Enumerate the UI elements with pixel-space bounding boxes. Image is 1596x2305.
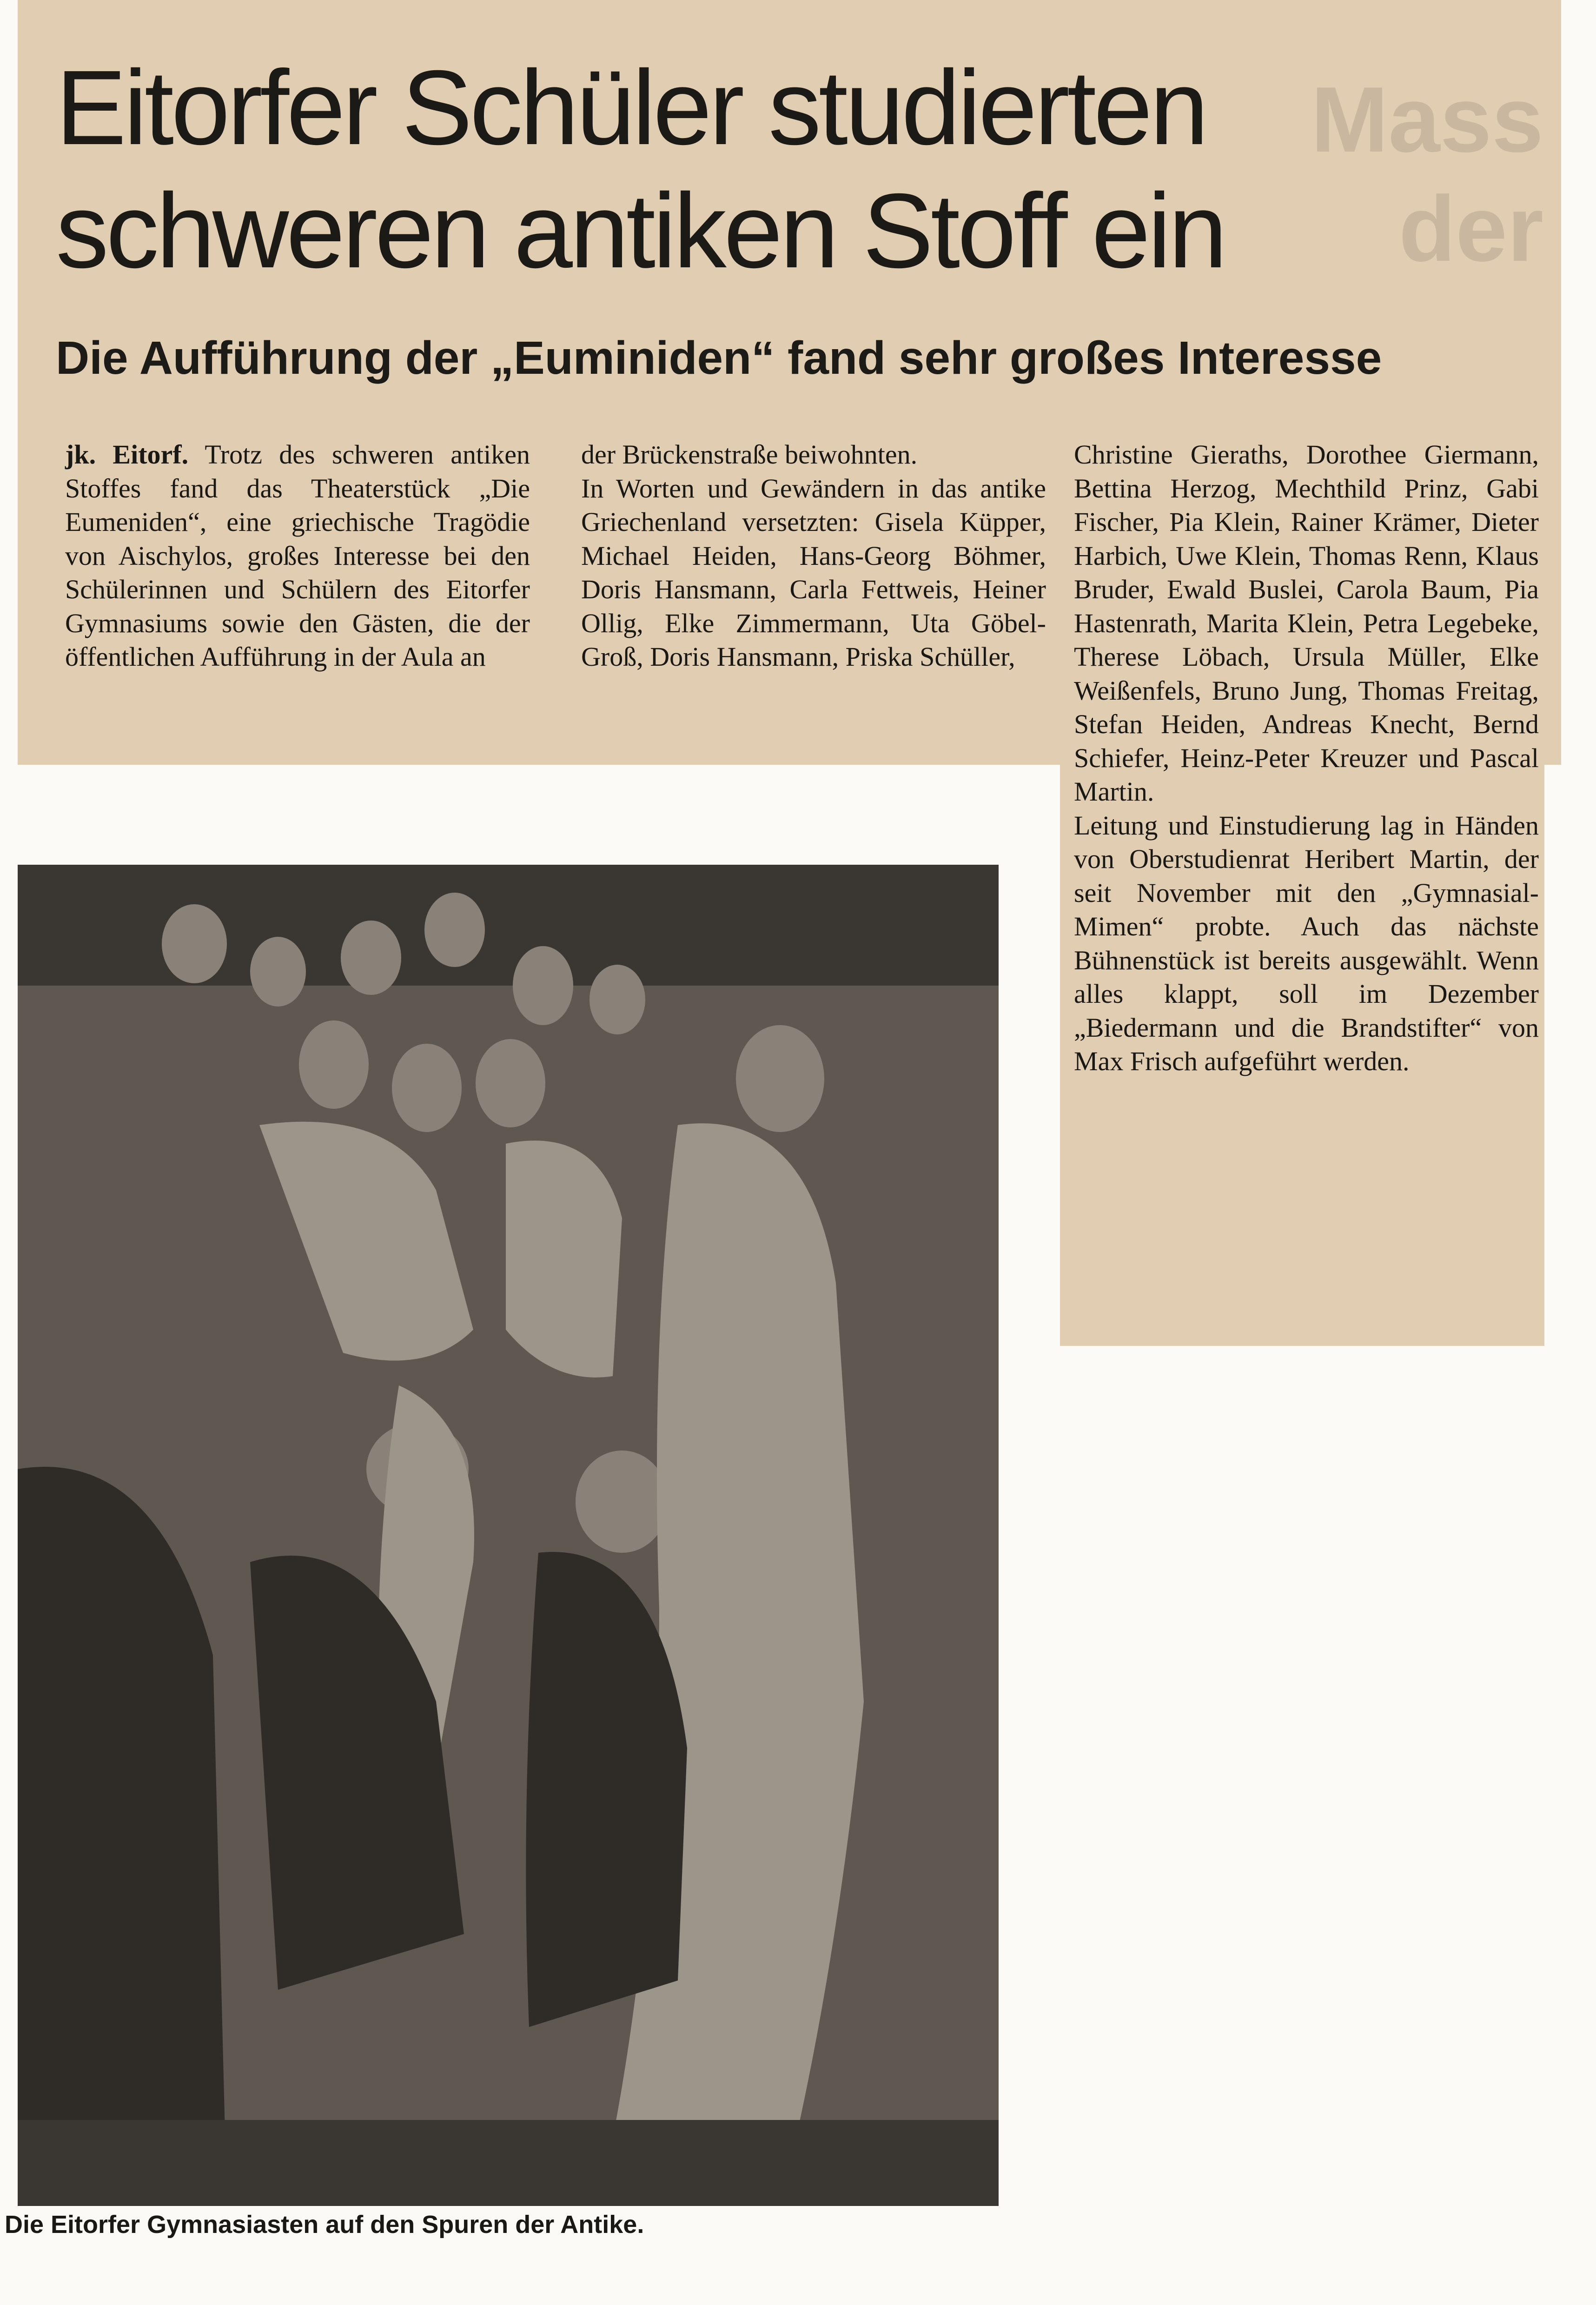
byline: jk. Eitorf.: [65, 439, 189, 470]
bleed-line-2: der: [1398, 177, 1543, 281]
theatre-photo: [18, 865, 999, 2206]
photo-caption: Die Eitorfer Gymnasiasten auf den Spuren der Antike.: [5, 2211, 644, 2239]
subheadline: Die Aufführung der „Euminiden“ fand sehr großes Interesse: [56, 332, 1382, 384]
article-column-3: Christine Gieraths, Dorothee Giermann, Bettina Herzog, Mechthild Prinz, Gabi Fischer, Pia Klein, Rainer Krämer, Dieter Harbich, Uwe Klein, Thomas Renn, Klaus Bruder, Ewald Buslei, Carola Baum, Pia Hastenrath, Marita Klein, Petra Legebeke, Therese Löbach, Ursula Müller, Elke Weißenfels, Bruno Jung, Thomas Freitag, Stefan Heiden, Andreas Knecht, Bernd Schiefer, Heinz-Peter Kreuzer und Pascal Martin. Leitung und Einstudierung lag in Händen von Oberstudienrat Heribert Martin, der seit November mit den „Gymnasial-Mimen“ probte. Auch das nächste Bühnenstück ist bereits ausgewählt. Wenn alles klappt, soll im Dezember „Biedermann und die Brandstifter“ von Max Frisch aufgeführt werden.: [1074, 439, 1539, 1076]
article-column-2: der Brückenstraße beiwohnten. In Worten und Gewändern in das antike Griechenland versetzten: Gisela Küpper, Michael Heiden, Hans-Georg Böhmer, Doris Hansmann, Carla Fettweis, Heiner Ollig, Elke Zimmermann, Uta Göbel-Groß, Doris Hansmann, Priska Schüller,: [581, 439, 1046, 672]
headline: Eitorfer Schüler studierten schweren antiken Stoff ein: [56, 49, 1225, 290]
article-column-1-text: Trotz des schweren antiken Stoffes fand das Theaterstück „Die Eumeniden“, eine griechische Tragödie von Aischylos, großes Interesse bei den Schülerinnen und Schülern des Eitorfer Gymnasiums sowie den Gästen, die der öffentlichen Aufführung in der Aula an: [65, 439, 530, 672]
bleed-line-1: Mass: [1311, 68, 1543, 172]
article-column-1: [65, 438, 530, 674]
